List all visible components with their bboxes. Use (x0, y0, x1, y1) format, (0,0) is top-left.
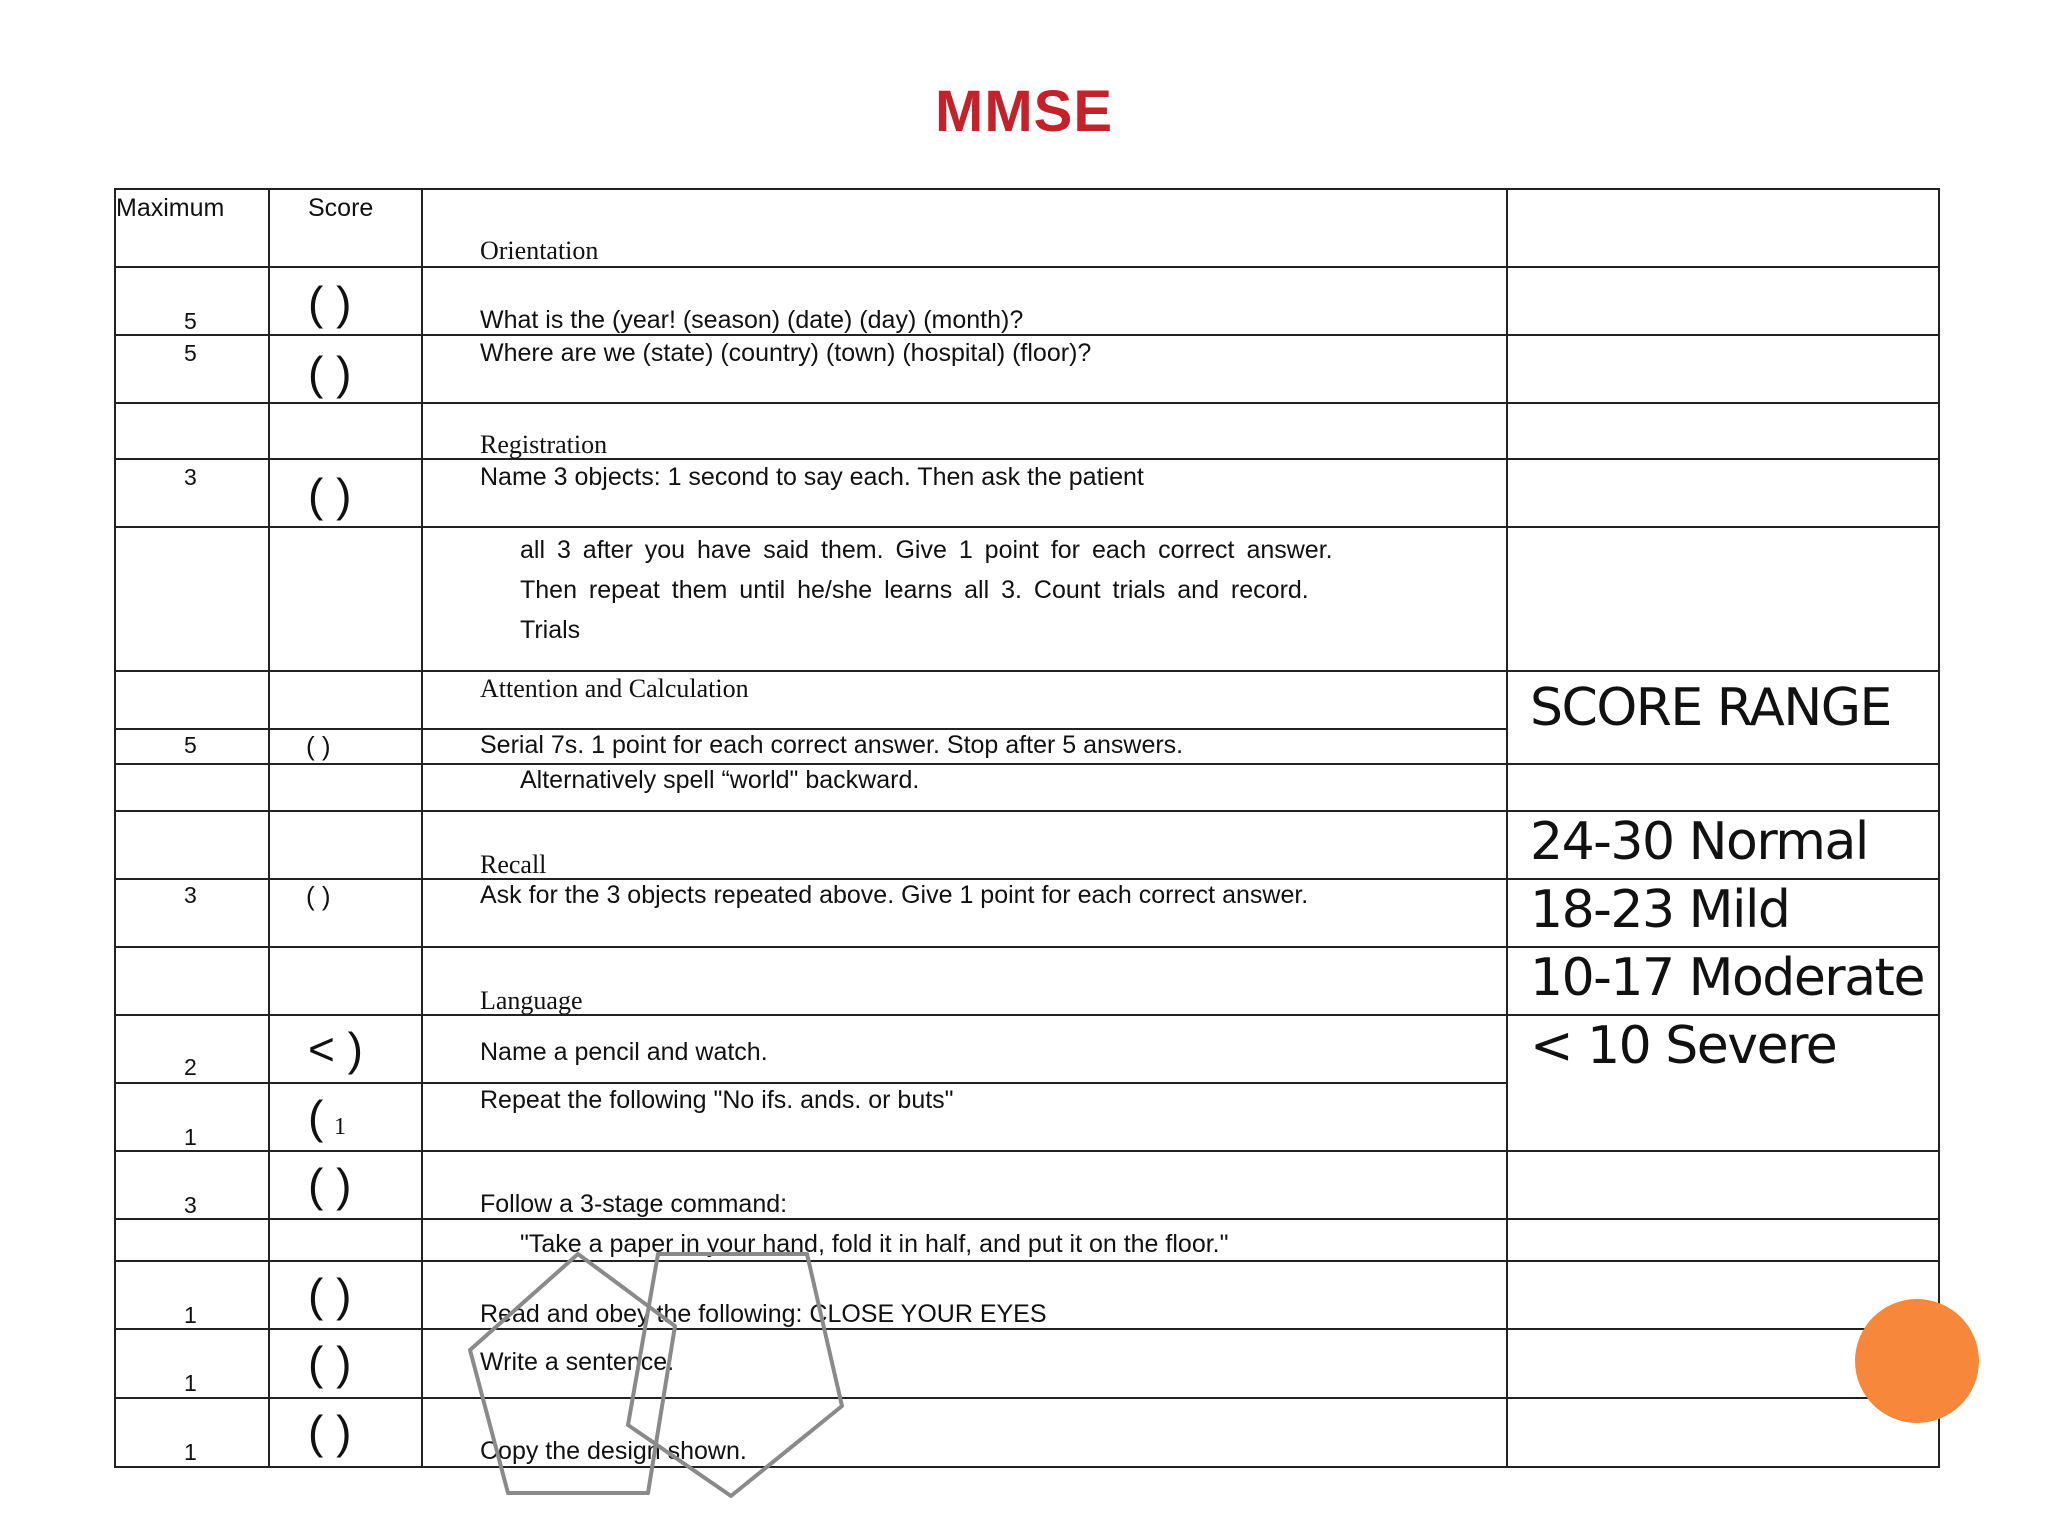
orange-circle-decoration (1855, 1299, 1979, 1423)
max-cell (114, 880, 270, 948)
score-cell (270, 268, 423, 336)
score-cell-empty (270, 528, 423, 672)
score-parens: ( ) (308, 1337, 352, 1389)
item-name-pencil: Name a pencil and watch. (480, 1038, 768, 1066)
max-value: 1 (184, 1124, 197, 1150)
max-cell (114, 1152, 270, 1220)
section-registration: Registration (480, 430, 608, 459)
score-cell (270, 336, 423, 404)
score-parens: < ) (308, 1023, 363, 1075)
side-cell-empty (1508, 1152, 1940, 1220)
max-cell-empty (114, 812, 270, 880)
max-cell (114, 1399, 270, 1468)
registration-continuation-cell (423, 528, 1508, 672)
max-cell (114, 1262, 270, 1330)
max-value: 2 (184, 1054, 197, 1080)
score-cell-empty (270, 765, 423, 812)
score-cell (270, 1262, 423, 1330)
score-parens: ( ) (308, 1406, 352, 1458)
header-score: Score (308, 194, 374, 222)
score-range-moderate: 10-17 Moderate (1530, 948, 1924, 1008)
language-heading-cell (423, 948, 1508, 1016)
score-cell (270, 730, 423, 765)
max-cell-empty (114, 765, 270, 812)
score-cell-empty (270, 1220, 423, 1262)
section-language: Language (480, 986, 583, 1015)
max-cell (114, 268, 270, 336)
item-text-cell (423, 336, 1508, 404)
max-value: 1 (184, 1302, 197, 1328)
score-cell-empty (270, 812, 423, 880)
max-cell-empty (114, 528, 270, 672)
section-recall: Recall (480, 850, 547, 879)
item-text-cell (423, 1262, 1508, 1330)
registration-line-2: Then repeat them until he/she learns all 3. Count trials and record. (520, 576, 1309, 604)
score-cell (270, 1399, 423, 1468)
score-mark: 1 (334, 1114, 346, 1140)
item-repeat-phrase: Repeat the following "No ifs. ands. or buts" (480, 1086, 954, 1114)
score-range-mild: 18-23 Mild (1530, 880, 1790, 940)
item-text-cell (423, 730, 1508, 765)
max-value: 3 (184, 1192, 197, 1218)
score-cell (270, 1016, 423, 1084)
section-attention: Attention and Calculation (480, 674, 749, 703)
side-cell-empty (1508, 460, 1940, 528)
side-cell-empty (1508, 268, 1940, 336)
max-cell-empty (114, 672, 270, 730)
score-parens: ( ) (306, 731, 331, 761)
item-text-cell (423, 1399, 1508, 1468)
item-name-objects: Name 3 objects: 1 second to say each. Then ask the patient (480, 463, 1144, 491)
score-range-item-cell (1508, 812, 1940, 880)
max-value: 5 (184, 732, 197, 758)
score-parens: ( ) (308, 469, 352, 521)
header-maximum: Maximum (116, 194, 225, 222)
side-cell-empty (1508, 188, 1940, 268)
item-text-cell (423, 1152, 1508, 1220)
max-cell-empty (114, 948, 270, 1016)
command-instruction: "Take a paper in your hand, fold it in half, and put it on the floor." (520, 1230, 1229, 1258)
score-range-heading: SCORE RANGE (1530, 678, 1891, 738)
page-title: MMSE (935, 79, 1113, 144)
recall-heading-cell (423, 812, 1508, 880)
side-cell-empty (1508, 404, 1940, 460)
max-cell (114, 460, 270, 528)
score-parens: ( ) (306, 881, 331, 911)
item-write-sentence: Write a sentence. (480, 1348, 675, 1376)
score-range-heading-cell (1508, 672, 1940, 765)
max-cell (114, 1016, 270, 1084)
score-cell (270, 880, 423, 948)
registration-heading-cell (423, 404, 1508, 460)
item-text-cell (423, 880, 1508, 948)
item-year-season: What is the (year! (season) (date) (day) (month)? (480, 306, 1024, 334)
attention-heading-cell (423, 672, 1508, 730)
score-cell (270, 1152, 423, 1220)
max-cell (114, 1330, 270, 1399)
mmse-table (114, 188, 1940, 1468)
max-value: 3 (184, 882, 197, 908)
header-maximum-cell (114, 188, 270, 268)
registration-line-3: Trials (520, 616, 581, 644)
item-text-cell (423, 1084, 1508, 1152)
side-cell-empty (1508, 1399, 1940, 1468)
max-cell (114, 336, 270, 404)
score-parens: ( ) (308, 347, 352, 399)
score-cell (270, 1330, 423, 1399)
item-text-cell (423, 268, 1508, 336)
score-range-item-cell (1508, 1016, 1940, 1152)
score-parens: ( (308, 1091, 324, 1143)
item-recall-objects: Ask for the 3 objects repeated above. Give 1 point for each correct answer. (480, 881, 1309, 909)
item-text-cell (423, 1016, 1508, 1084)
score-range-normal: 24-30 Normal (1530, 812, 1868, 872)
score-parens: ( ) (308, 1269, 352, 1321)
max-cell (114, 730, 270, 765)
orientation-heading-cell (423, 188, 1508, 268)
score-cell-empty (270, 948, 423, 1016)
item-follow-command: Follow a 3-stage command: (480, 1190, 788, 1218)
registration-line-1: all 3 after you have said them. Give 1 point for each correct answer. (520, 536, 1333, 564)
side-cell-empty (1508, 765, 1940, 812)
item-text-cell (423, 1330, 1508, 1399)
score-cell-empty (270, 404, 423, 460)
attention-continuation-cell (423, 765, 1508, 812)
attention-alternative: Alternatively spell “world" backward. (520, 766, 920, 794)
score-parens: ( ) (308, 1159, 352, 1211)
max-value: 5 (184, 340, 197, 366)
score-range-severe: < 10 Severe (1530, 1016, 1837, 1076)
header-score-cell (270, 188, 423, 268)
score-range-item-cell (1508, 880, 1940, 948)
max-value: 1 (184, 1439, 197, 1465)
command-continuation-cell (423, 1220, 1508, 1262)
item-serial-7s: Serial 7s. 1 point for each correct answer. Stop after 5 answers. (480, 731, 1184, 759)
max-value: 3 (184, 464, 197, 490)
score-cell (270, 1084, 423, 1152)
max-cell (114, 1084, 270, 1152)
side-cell-empty (1508, 1220, 1940, 1262)
section-orientation: Orientation (480, 236, 599, 265)
score-range-item-cell (1508, 948, 1940, 1016)
score-cell-empty (270, 672, 423, 730)
item-copy-design: Copy the design shown. (480, 1437, 747, 1465)
item-close-eyes: Read and obey the following: CLOSE YOUR EYES (480, 1300, 1047, 1328)
max-cell-empty (114, 1220, 270, 1262)
item-where-are-we: Where are we (state) (country) (town) (hospital) (floor)? (480, 339, 1092, 367)
item-text-cell (423, 460, 1508, 528)
score-cell (270, 460, 423, 528)
max-value: 5 (184, 308, 197, 334)
side-cell-empty (1508, 528, 1940, 672)
max-value: 1 (184, 1370, 197, 1396)
score-parens: ( ) (308, 277, 352, 329)
side-cell-empty (1508, 336, 1940, 404)
max-cell-empty (114, 404, 270, 460)
